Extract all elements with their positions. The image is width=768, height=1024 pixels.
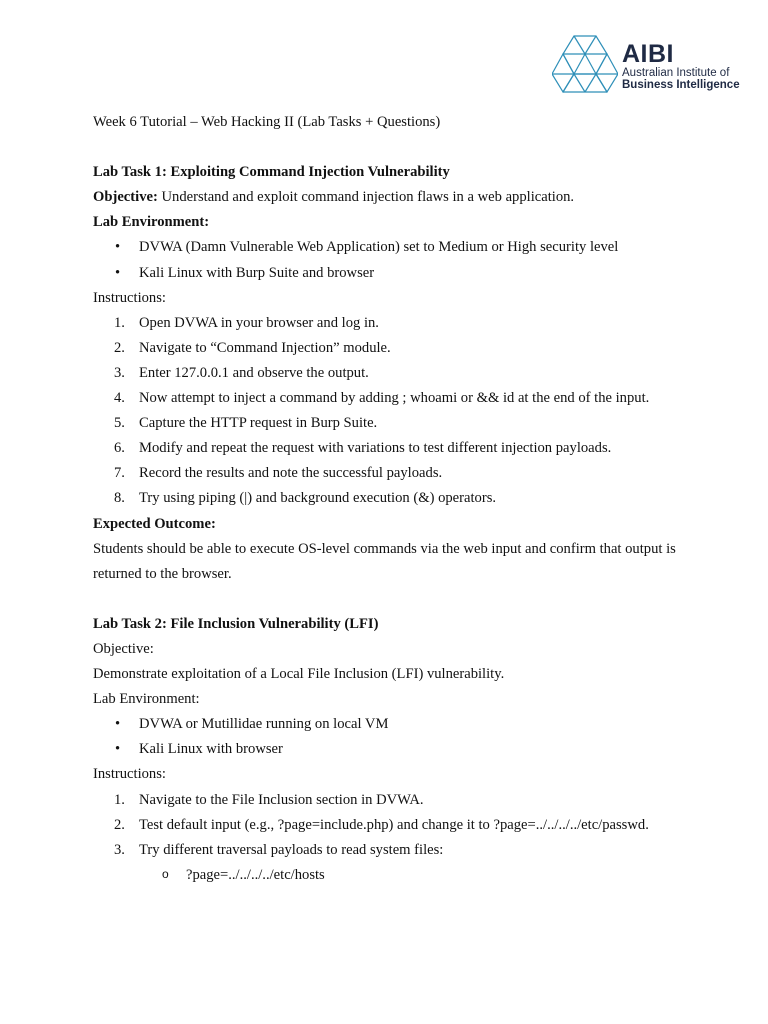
task2-sub-list (93, 863, 713, 888)
task2-objective-text: Demonstrate exploitation of a Local File Inclusion (LFI) vulnerability. (93, 666, 505, 683)
list-item: 2. Navigate to “Command Injection” module. (114, 339, 391, 356)
list-item: • DVWA (Damn Vulnerable Web Application) set to Medium or High security level (93, 235, 713, 260)
task1-env-label: Lab Environment: (93, 214, 210, 231)
list-item: 1. Navigate to the File Inclusion section in DVWA. (114, 791, 424, 808)
list-item: • DVWA or Mutillidae running on local VM (93, 712, 713, 737)
list-item: 3. Try different traversal payloads to read system files: (114, 841, 444, 858)
list-item: o ?page=../../../../etc/hosts (93, 863, 713, 888)
task1-objective-text: Understand and exploit command injection flaws in a web application. (157, 189, 575, 206)
task1-objective-label: Objective: (93, 189, 158, 206)
list-item: 1. Open DVWA in your browser and log in. (114, 314, 379, 331)
list-item: 4. Now attempt to inject a command by adding ; whoami or && id at the end of the input. (114, 390, 650, 407)
list-item: 6. Modify and repeat the request with variations to test different injection payloads. (114, 440, 612, 457)
task2-env-list (93, 712, 713, 762)
logo-line-1: Australian Institute of (622, 67, 730, 79)
task1-objective (93, 185, 713, 210)
logo-acronym: AIBI (622, 40, 674, 68)
list-item: • Kali Linux with Burp Suite and browser (93, 261, 713, 286)
list-item: 5. Capture the HTTP request in Burp Suite. (114, 415, 378, 432)
list-item: 2. Test default input (e.g., ?page=include.php) and change it to ?page=../../../../etc/passwd. (114, 816, 649, 833)
task2-steps (93, 788, 713, 863)
page-title: Week 6 Tutorial – Web Hacking II (Lab Tasks + Questions) (93, 114, 441, 130)
document-body (93, 110, 713, 888)
task1-steps (93, 311, 713, 512)
task1-heading: Lab Task 1: Exploiting Command Injection Vulnerability (93, 164, 450, 181)
task2-heading: Lab Task 2: File Inclusion Vulnerability (LFI) (93, 615, 379, 632)
task1-outcome-label: Expected Outcome: (93, 515, 216, 532)
task1-outcome-text: Students should be able to execute OS-level commands via the web input and confirm that output is returned to the browser. (93, 540, 676, 582)
list-item: 7. Record the results and note the successful payloads. (114, 465, 443, 482)
task2-instructions-label: Instructions: (93, 766, 166, 783)
aibi-logo (552, 34, 752, 96)
task2-env-label: Lab Environment: (93, 691, 200, 708)
task1-instructions-label: Instructions: (93, 289, 166, 306)
list-item: • Kali Linux with browser (93, 737, 713, 762)
list-item: 8. Try using piping (|) and background execution (&) operators. (114, 490, 497, 507)
aibi-logo-mark-icon (552, 34, 618, 96)
task1-env-list (93, 235, 713, 285)
list-item: 3. Enter 127.0.0.1 and observe the output. (114, 364, 369, 381)
logo-line-2: Business Intelligence (622, 79, 740, 91)
task2-objective-label: Objective: (93, 640, 154, 657)
